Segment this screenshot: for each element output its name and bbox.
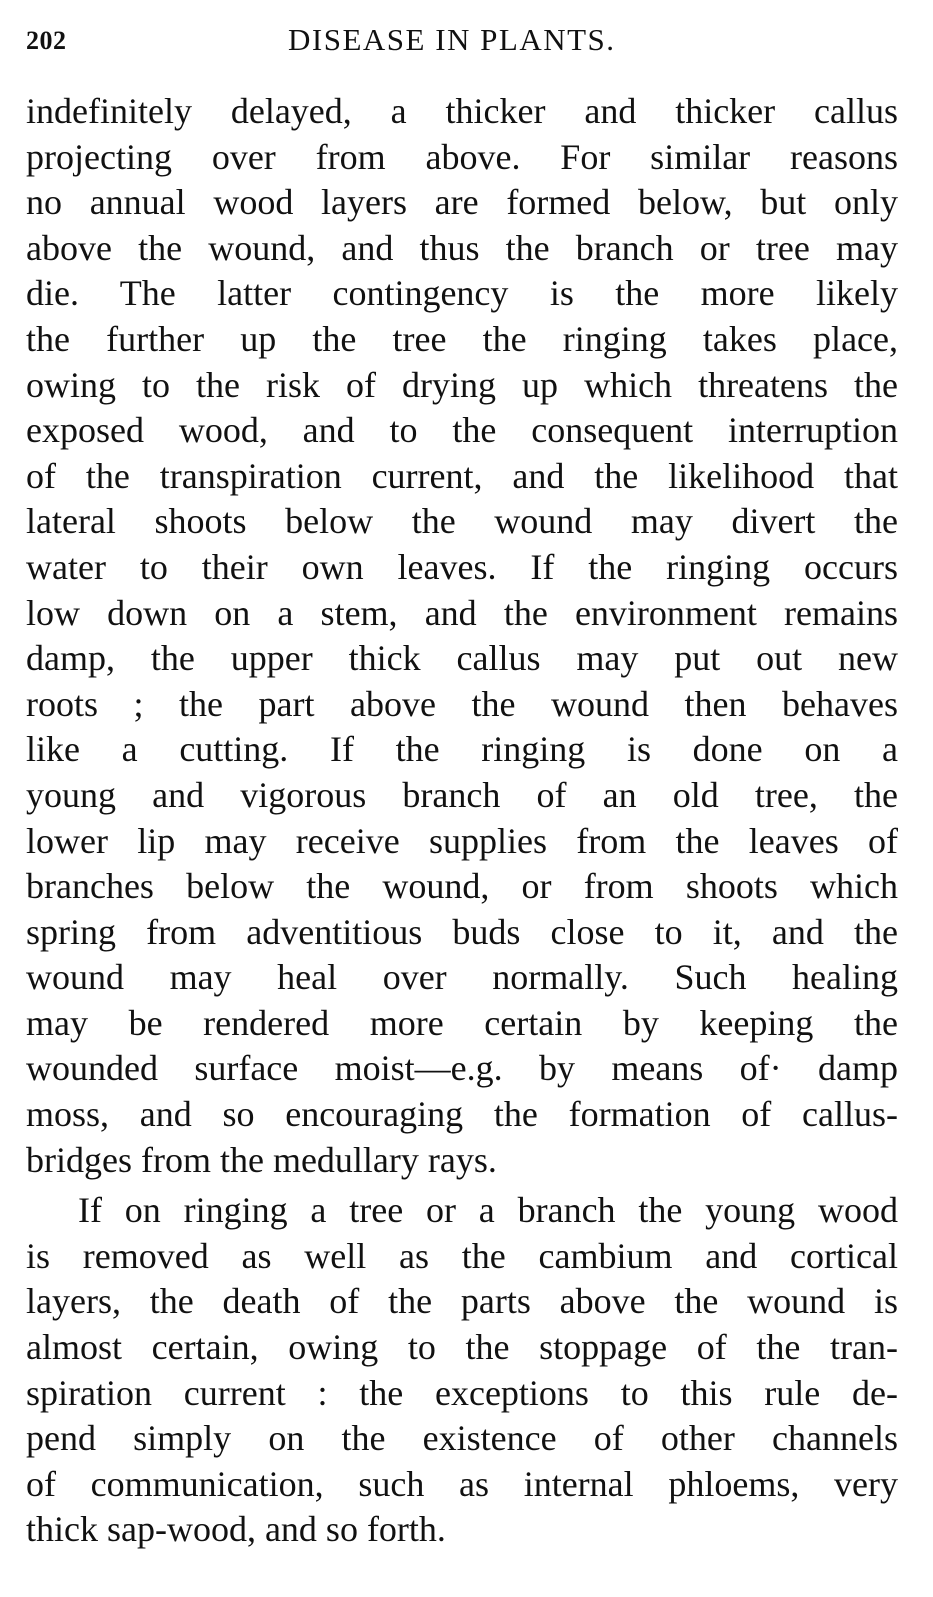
paragraph-1 xyxy=(26,89,898,1183)
text-line: wound may heal over normally. Such healing xyxy=(26,957,898,998)
text-line: like a cutting. If the ringing is done on a xyxy=(26,729,898,770)
text-line: thick sap-wood, and so forth. xyxy=(26,1509,446,1550)
text-line: young and vigorous branch of an old tree, the xyxy=(26,774,898,815)
text-line: bridges from the medullary rays. xyxy=(26,1139,497,1180)
running-title: DISEASE IN PLANTS. xyxy=(288,22,616,57)
text-line: roots ; the part above the wound then behaves xyxy=(26,683,898,724)
text-line: damp, the upper thick callus may put out new xyxy=(26,638,898,679)
paragraph-2 xyxy=(26,1188,898,1553)
text-line: branches below the wound, or from shoots which xyxy=(26,866,898,907)
text-line: If on ringing a tree or a branch the young wood xyxy=(78,1190,898,1231)
text-line: spring from adventitious buds close to it, and the xyxy=(26,911,898,952)
text-line: above the wound, and thus the branch or tree may xyxy=(26,227,898,268)
text-line: projecting over from above. For similar reasons xyxy=(26,136,898,177)
text-line: is removed as well as the cambium and cortical xyxy=(26,1235,898,1276)
text-line: of communication, such as internal phloems, very xyxy=(26,1463,898,1504)
text-line: of the transpiration current, and the likelihood that xyxy=(26,455,898,496)
text-line: low down on a stem, and the environment remains xyxy=(26,592,898,633)
running-head xyxy=(26,22,906,62)
text-line: indefinitely delayed, a thicker and thicker callus xyxy=(26,91,898,131)
text-line: no annual wood layers are formed below, but only xyxy=(26,182,898,223)
text-line: pend simply on the existence of other channels xyxy=(26,1418,898,1459)
page-number: 202 xyxy=(26,26,67,55)
text-line: layers, the death of the parts above the wound is xyxy=(26,1281,898,1322)
text-line: owing to the risk of drying up which threatens the xyxy=(26,364,898,405)
text-line: moss, and so encouraging the formation of callus- xyxy=(26,1094,898,1135)
text-line: the further up the tree the ringing takes place, xyxy=(26,318,898,359)
text-line: may be rendered more certain by keeping the xyxy=(26,1002,898,1043)
text-line: die. The latter contingency is the more likely xyxy=(26,273,898,314)
text-line: spiration current : the exceptions to this rule de- xyxy=(26,1372,898,1413)
text-line: wounded surface moist—e.g. by means of· damp xyxy=(26,1048,898,1089)
text-line: lateral shoots below the wound may divert the xyxy=(26,501,898,542)
body-text xyxy=(26,89,898,1553)
text-line: lower lip may receive supplies from the leaves of xyxy=(26,820,898,861)
text-line: exposed wood, and to the consequent interruption xyxy=(26,410,898,451)
text-line: water to their own leaves. If the ringing occurs xyxy=(26,546,898,587)
text-line: almost certain, owing to the stoppage of the tran- xyxy=(26,1327,898,1368)
